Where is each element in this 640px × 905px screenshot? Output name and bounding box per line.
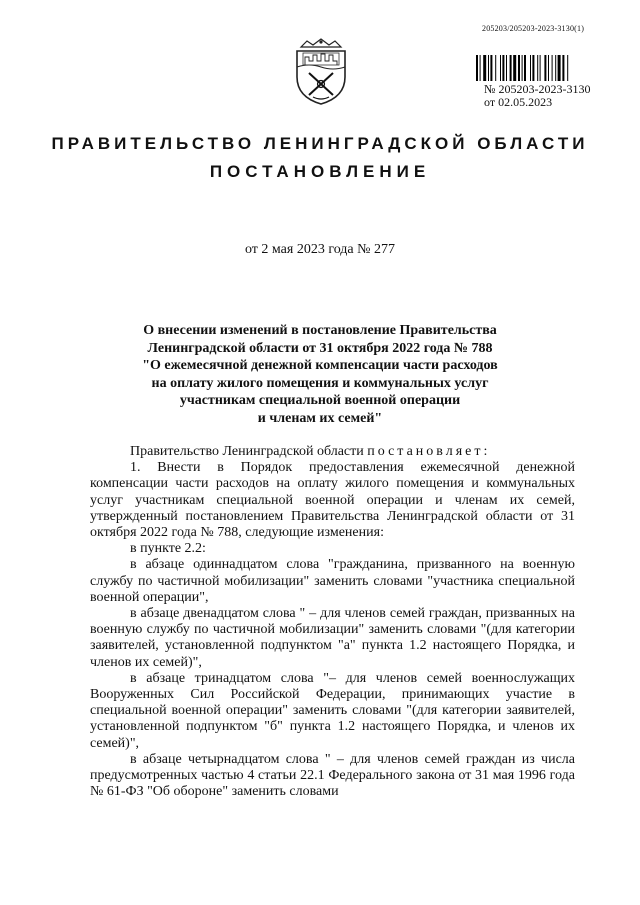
paragraph-3: в абзаце одиннадцатом слова "гражданина, призванного на военную службу по частичной мобилизации" заменить словами "участника специальной военной операции", bbox=[90, 557, 575, 605]
document-date: от 2 мая 2023 года № 277 bbox=[244, 242, 396, 257]
coat-of-arms-emblem bbox=[291, 37, 351, 107]
document-type: ПОСТАНОВЛЕНИЕ bbox=[209, 162, 431, 181]
heading-line: на оплату жилого помещения и коммунальных услуг bbox=[151, 375, 489, 391]
document-heading bbox=[80, 322, 560, 427]
document-body bbox=[90, 444, 575, 800]
paragraph-1: 1. Внести в Порядок предоставления ежемесячной денежной компенсации части расходов на оплату жилого помещения и коммунальных услуг участникам специальной военной операции и членам их семей, утвержденный постановлением Правительства Ленинградской области от 31 октября 2022 года № 788, следующие изменения: bbox=[90, 460, 575, 541]
government-title: ПРАВИТЕЛЬСТВО ЛЕНИНГРАДСКОЙ ОБЛАСТИ bbox=[51, 134, 589, 153]
heading-line: участникам специальной военной операции bbox=[179, 393, 461, 408]
barcode bbox=[476, 55, 598, 81]
heading-line: и членам их семей" bbox=[257, 410, 383, 426]
intro-paragraph bbox=[90, 444, 575, 460]
heading-line: "О ежемесячной денежной компенсации части расходов bbox=[142, 358, 498, 373]
heading-line: О внесении изменений в постановление Правительства bbox=[143, 323, 497, 338]
intro-verb: постановляет: bbox=[367, 444, 491, 459]
paragraph-2: в пункте 2.2: bbox=[130, 541, 206, 557]
registration-date: от 02.05.2023 bbox=[484, 95, 553, 109]
document-reference-code: 205203/205203-2023-3130(1) bbox=[482, 24, 585, 33]
paragraph-5: в абзаце тринадцатом слова "– для членов семей военнослужащих Вооруженных Сил Российской Федерации, принимающих участие в специальной военной операции" заменить словами "(для категории заявителей, установленной подпунктом "б" пункта 1.2 настоящего Порядка, и членов их семей)", bbox=[90, 670, 575, 751]
paragraph-4: в абзаце двенадцатом слова " – для членов семей граждан, призванных на военную службу по частичной мобилизации" заменить словами "(для категории заявителей, установленной подпунктом "а" пункта 1.2 настоящего Порядка, и членов их семей)", bbox=[90, 606, 575, 670]
intro-prefix: Правительство Ленинградской области bbox=[130, 444, 364, 459]
heading-line: Ленинградской области от 31 октября 2022 года № 788 bbox=[147, 340, 493, 356]
paragraph-6: в абзаце четырнадцатом слова " – для членов семей граждан из числа предусмотренных частью 4 статьи 22.1 Федерального закона от 31 мая 1996 года № 61-ФЗ "Об обороне" заменить словами bbox=[90, 751, 575, 800]
registration-number: № 205203-2023-3130 bbox=[484, 82, 591, 96]
